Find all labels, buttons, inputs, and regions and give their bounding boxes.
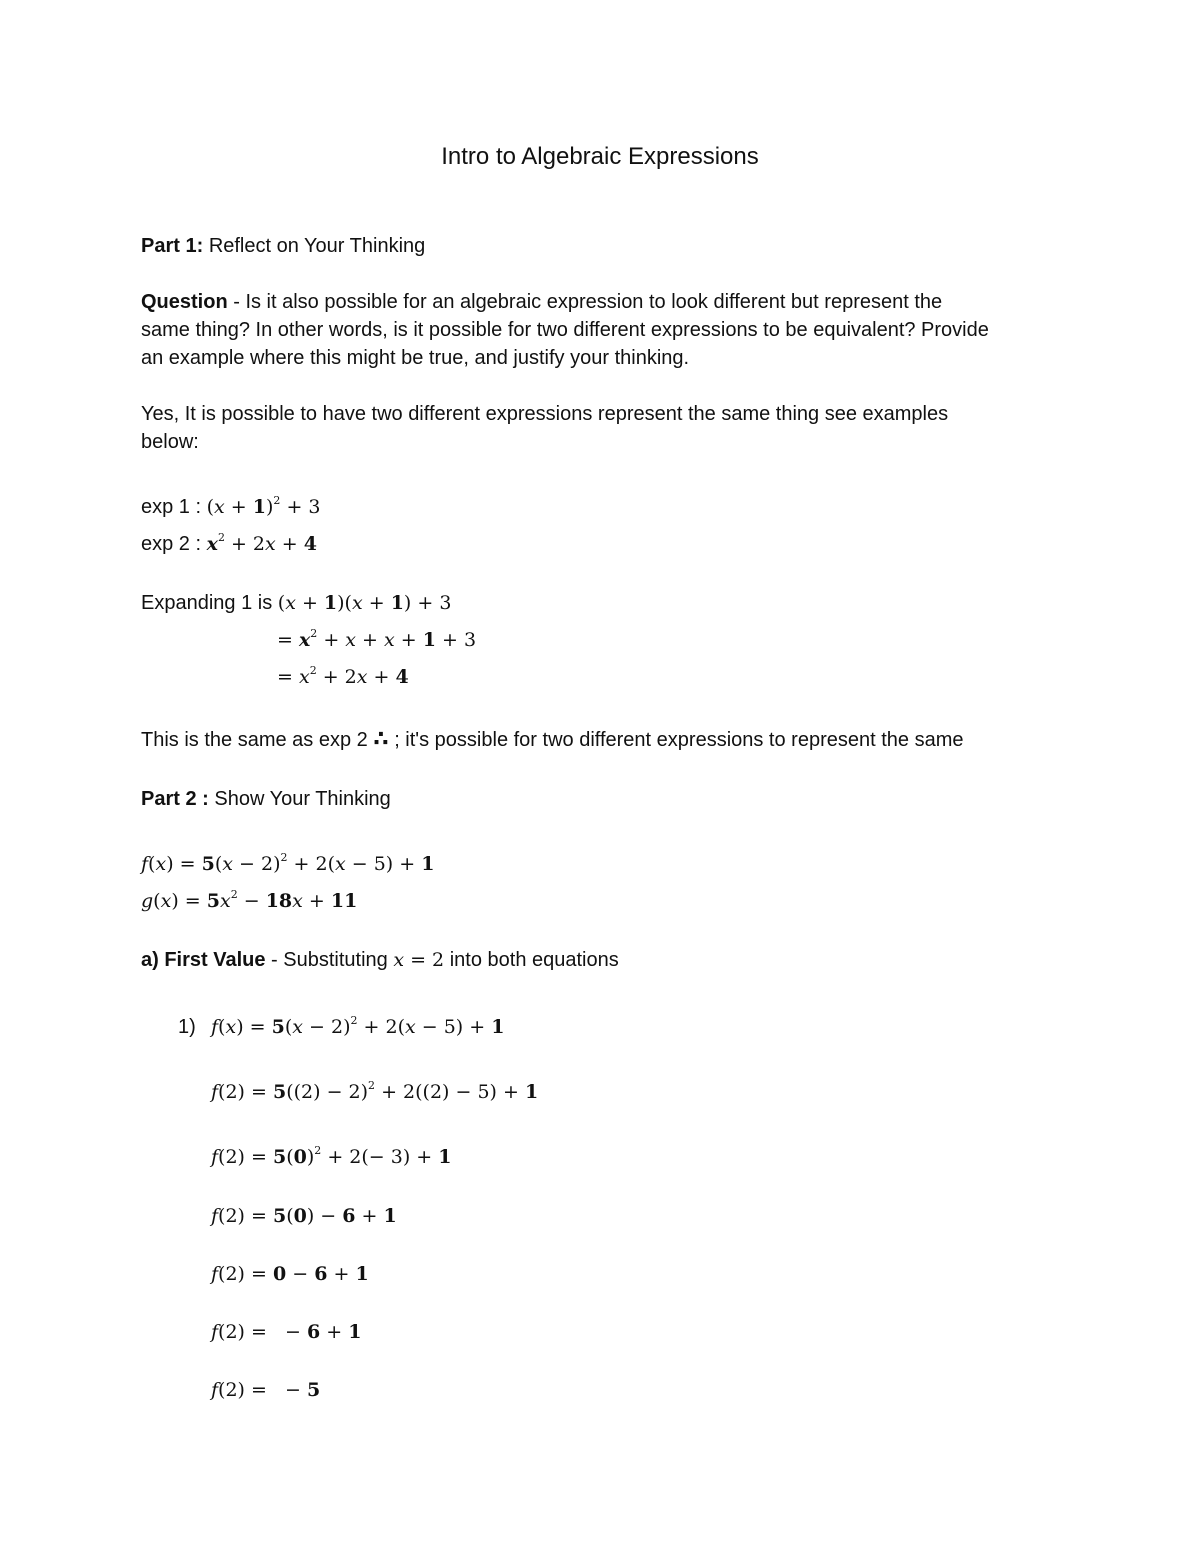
exp2-line <box>141 530 317 558</box>
exp2-label: exp 2 : <box>141 533 207 555</box>
part2-heading <box>141 785 391 813</box>
step-7 <box>211 1376 320 1404</box>
part1-text: Reflect on Your Thinking <box>208 235 426 257</box>
step-7-formula: f(2) = − 5 <box>211 1379 321 1401</box>
step-5-formula: f(2) = 0 − 6 + 1 <box>211 1263 369 1285</box>
question-text-1: - Is it also possible for an algebraic expression to look different but represent the <box>227 291 943 313</box>
expanding-label: Expanding 1 is <box>141 592 278 614</box>
step-4 <box>211 1202 397 1230</box>
step-5 <box>211 1260 369 1288</box>
function-f-definition <box>141 850 434 878</box>
expanding-step-2 <box>277 626 476 654</box>
expanding-step-3 <box>277 663 409 691</box>
conclusion-after: ; it's possible for two different expressions to represent the same <box>388 729 964 751</box>
answer-line-1: Yes, It is possible to have two different expressions represent the same thing see examples <box>141 403 949 425</box>
page-title: Intro to Algebraic Expressions <box>441 143 759 170</box>
step-6 <box>211 1318 361 1346</box>
step-1 <box>211 1013 504 1041</box>
exp1-label: exp 1 : <box>141 496 207 518</box>
step-2 <box>211 1078 538 1106</box>
part-a-after: into both equations <box>444 949 619 971</box>
step-2-formula: $f(2) = 5((2) - 2)^2 + 2((2) - 5) + 1$ <box>211 1079 539 1103</box>
part2-text: Show Your Thinking <box>208 788 391 810</box>
question-line-1 <box>141 288 942 316</box>
exp2-formula: $x^2 + 2x + 4$ <box>206 531 317 555</box>
answer-line-2: below: <box>141 431 199 453</box>
question-label: Question <box>141 291 228 313</box>
part-a-label: a) First Value <box>141 949 266 971</box>
part1-heading <box>141 232 425 260</box>
g-formula: $g(x) = 5x^2 - 18x + 11$ <box>141 888 358 912</box>
expanding-formula-1: (x + 1)(x + 1) + 3 <box>277 592 452 614</box>
substitution-formula: x = 2 <box>393 949 445 971</box>
step-3-formula: $f(2) = 5(0)^2 + 2(- 3) + 1$ <box>211 1144 452 1168</box>
question-line-3: an example where this might be true, and justify your thinking. <box>141 347 690 369</box>
conclusion-before: This is the same as exp 2 <box>141 729 374 751</box>
step-1-formula: $f(x) = 5(x - 2)^2 + 2(x - 5) + 1$ <box>211 1014 505 1038</box>
step-6-formula: f(2) = − 6 + 1 <box>211 1321 362 1343</box>
function-g-definition <box>141 887 357 915</box>
therefore-symbol: ∴ <box>373 727 389 752</box>
part2-label: Part 2 : <box>141 788 209 810</box>
f-formula: $f(x) = 5(x - 2)^2 + 2(x - 5) + 1$ <box>141 851 435 875</box>
item-number: 1) <box>178 1016 196 1038</box>
expanding-line <box>141 589 451 617</box>
step-3 <box>211 1143 451 1171</box>
question-line-2: same thing? In other words, is it possible for two different expressions to be equivalent? Provide <box>141 319 989 341</box>
expanding-formula-3: = $x^2 + 2x + 4$ <box>277 664 409 688</box>
expanding-formula-2: = $x^2 + x + x + 1 + 3$ <box>277 627 477 651</box>
step-4-formula: f(2) = 5(0) − 6 + 1 <box>211 1205 397 1227</box>
conclusion-line <box>141 726 963 754</box>
exp1-formula: $(x + 1)^2 + 3$ <box>206 494 321 518</box>
part-a-heading <box>141 946 619 974</box>
exp1-line <box>141 493 321 521</box>
part1-label: Part 1: <box>141 235 204 257</box>
part-a-before: - Substituting <box>265 949 394 971</box>
